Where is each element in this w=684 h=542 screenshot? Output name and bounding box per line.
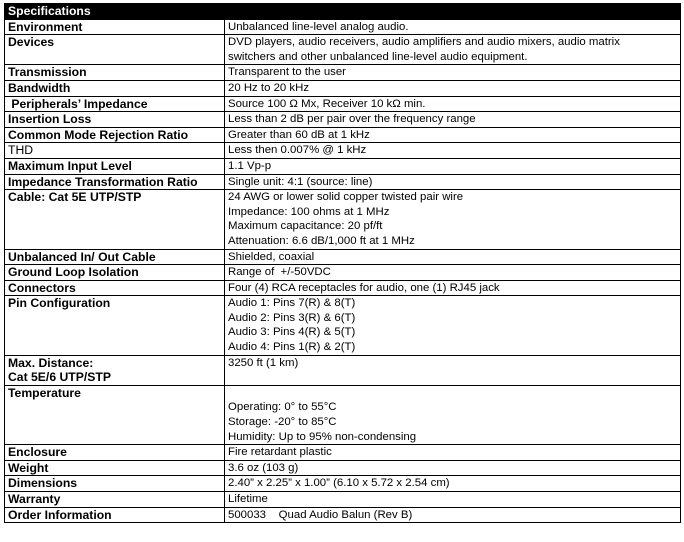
spec-label [5, 492, 225, 508]
spec-value-line: 24 AWG or lower solid copper twisted pair wire [228, 191, 464, 204]
spec-label-line: Order Information [8, 507, 112, 522]
spec-value-line: switchers and other unbalanced line-level audio equipment. [228, 50, 528, 63]
spec-label [5, 80, 225, 96]
spec-label-line: Dimensions [8, 476, 78, 491]
spec-value-line: Shielded, coaxial [228, 250, 315, 263]
spec-value-line: Lifetime [228, 493, 268, 505]
spec-label-line: Max. Distance: [8, 355, 94, 370]
spec-label [5, 96, 225, 112]
spec-value-line: Humidity: Up to 95% non-condensing [228, 430, 417, 443]
spec-label-line: Cable: Cat 5E UTP/STP [8, 190, 142, 205]
table-row [5, 265, 681, 281]
spec-value [225, 174, 681, 190]
spec-value [225, 445, 681, 461]
spec-value-line: Storage: -20° to 85°C [228, 416, 337, 429]
table-title: Specifications [5, 4, 681, 20]
table-row [5, 35, 681, 65]
spec-label-line: Transmission [8, 65, 87, 80]
specifications-table [4, 3, 681, 523]
table-row [5, 65, 681, 81]
spec-value-line: Single unit: 4:1 (source: line) [228, 175, 373, 188]
spec-value [225, 249, 681, 265]
spec-value [225, 460, 681, 476]
spec-value-line: Operating: 0° to 55°C [228, 401, 337, 414]
table-row [5, 445, 681, 461]
spec-label-line: Devices [8, 35, 55, 50]
spec-label [5, 143, 225, 159]
table-header-row [5, 4, 681, 20]
spec-label [5, 355, 225, 385]
table-row [5, 476, 681, 492]
spec-label-line: Maximum Input Level [8, 158, 132, 173]
spec-label-line: Enclosure [8, 445, 67, 460]
spec-label-line: Weight [8, 460, 49, 475]
table-row [5, 96, 681, 112]
table-row [5, 460, 681, 476]
spec-value [225, 65, 681, 81]
spec-label [5, 265, 225, 281]
spec-label [5, 249, 225, 265]
spec-value [225, 476, 681, 492]
spec-value [225, 112, 681, 128]
spec-label-line: Connectors [8, 280, 76, 295]
spec-label-line: Cat 5E/6 UTP/STP [8, 370, 111, 385]
spec-value [225, 492, 681, 508]
spec-value [225, 127, 681, 143]
spec-value-line: 1.1 Vp-p [228, 159, 272, 172]
spec-label [5, 445, 225, 461]
spec-value [225, 143, 681, 159]
spec-value [225, 158, 681, 174]
spec-value-line: Maximum capacitance: 20 pf/ft [228, 220, 383, 233]
spec-label-line: Ground Loop Isolation [8, 265, 139, 280]
table-row [5, 158, 681, 174]
table-row [5, 112, 681, 128]
spec-label [5, 280, 225, 296]
spec-value-line: Less than 2 dB per pair over the frequency range [228, 113, 476, 126]
spec-label [5, 35, 225, 65]
spec-value-line: 2.40” x 2.25” x 1.00” (6.10 x 5.72 x 2.54 cm) [228, 477, 450, 490]
spec-value-line: DVD players, audio receivers, audio amplifiers and audio mixers, audio matrix [228, 36, 620, 49]
spec-label-line: THD [8, 143, 34, 158]
table-body [5, 19, 681, 523]
spec-value [225, 507, 681, 523]
table-row [5, 492, 681, 508]
spec-value [225, 96, 681, 112]
spec-value-line: Less then 0.007% @ 1 kHz [228, 144, 367, 157]
spec-value-line: 500033 Quad Audio Balun (Rev B) [228, 508, 413, 521]
spec-value [225, 80, 681, 96]
spec-label [5, 65, 225, 81]
table-row [5, 174, 681, 190]
spec-value-line: 20 Hz to 20 kHz [228, 81, 310, 94]
spec-label [5, 127, 225, 143]
table-row [5, 143, 681, 159]
spec-value-line: Audio 3: Pins 4(R) & 5(T) [228, 326, 356, 339]
spec-label [5, 174, 225, 190]
table-row [5, 507, 681, 523]
spec-value-line: Audio 1: Pins 7(R) & 8(T) [228, 297, 356, 310]
spec-value [225, 265, 681, 281]
table-row [5, 190, 681, 249]
spec-label [5, 190, 225, 249]
table-row [5, 385, 681, 444]
spec-value [225, 355, 681, 385]
spec-value-line [228, 386, 677, 401]
spec-label-line: Impedance Transformation Ratio [8, 174, 198, 189]
spec-value-line: 3250 ft (1 km) [228, 356, 299, 369]
spec-label [5, 158, 225, 174]
spec-label-line: Common Mode Rejection Ratio [8, 127, 189, 142]
spec-value [225, 190, 681, 249]
spec-value-line: Fire retardant plastic [228, 446, 332, 459]
spec-label [5, 385, 225, 444]
spec-label-line: Bandwidth [8, 80, 71, 95]
spec-value [225, 296, 681, 355]
spec-label-line: Insertion Loss [8, 112, 92, 127]
spec-label [5, 112, 225, 128]
table-row [5, 19, 681, 35]
spec-label-line: Unbalanced In/ Out Cable [8, 249, 156, 264]
table-row [5, 296, 681, 355]
spec-value-line: Range of +/-50VDC [228, 266, 331, 279]
spec-label [5, 296, 225, 355]
spec-value [225, 385, 681, 444]
spec-value [225, 280, 681, 296]
spec-value-line: Source 100 Ω Mx, Receiver 10 kΩ min. [228, 97, 426, 110]
spec-label-line: Temperature [8, 385, 81, 400]
table-row [5, 355, 681, 385]
table-row [5, 280, 681, 296]
spec-label [5, 507, 225, 523]
spec-label-line: Warranty [8, 492, 61, 506]
spec-value-line: Greater than 60 dB at 1 kHz [228, 128, 370, 141]
spec-value [225, 35, 681, 65]
spec-label-line: Peripherals’ Impedance [8, 96, 148, 111]
spec-value-line: Unbalanced line-level analog audio. [228, 20, 409, 33]
spec-value-line: Impedance: 100 ohms at 1 MHz [228, 205, 390, 218]
spec-value [225, 19, 681, 35]
spec-value-line: 3.6 oz (103 g) [228, 461, 299, 474]
spec-label [5, 460, 225, 476]
spec-value-line: Audio 2: Pins 3(R) & 6(T) [228, 311, 356, 324]
spec-value-line: Attenuation: 6.6 dB/1,000 ft at 1 MHz [228, 234, 415, 247]
table-row [5, 127, 681, 143]
spec-label [5, 476, 225, 492]
spec-label-line: Environment [8, 19, 83, 34]
spec-value-line: Transparent to the user [228, 66, 346, 79]
spec-label [5, 19, 225, 35]
table-row [5, 249, 681, 265]
table-row [5, 80, 681, 96]
spec-value-line: Four (4) RCA receptacles for audio, one (1) RJ45 jack [228, 281, 500, 294]
spec-value-line: Audio 4: Pins 1(R) & 2(T) [228, 341, 356, 354]
specifications-panel [4, 3, 680, 523]
spec-label-line: Pin Configuration [8, 296, 111, 311]
